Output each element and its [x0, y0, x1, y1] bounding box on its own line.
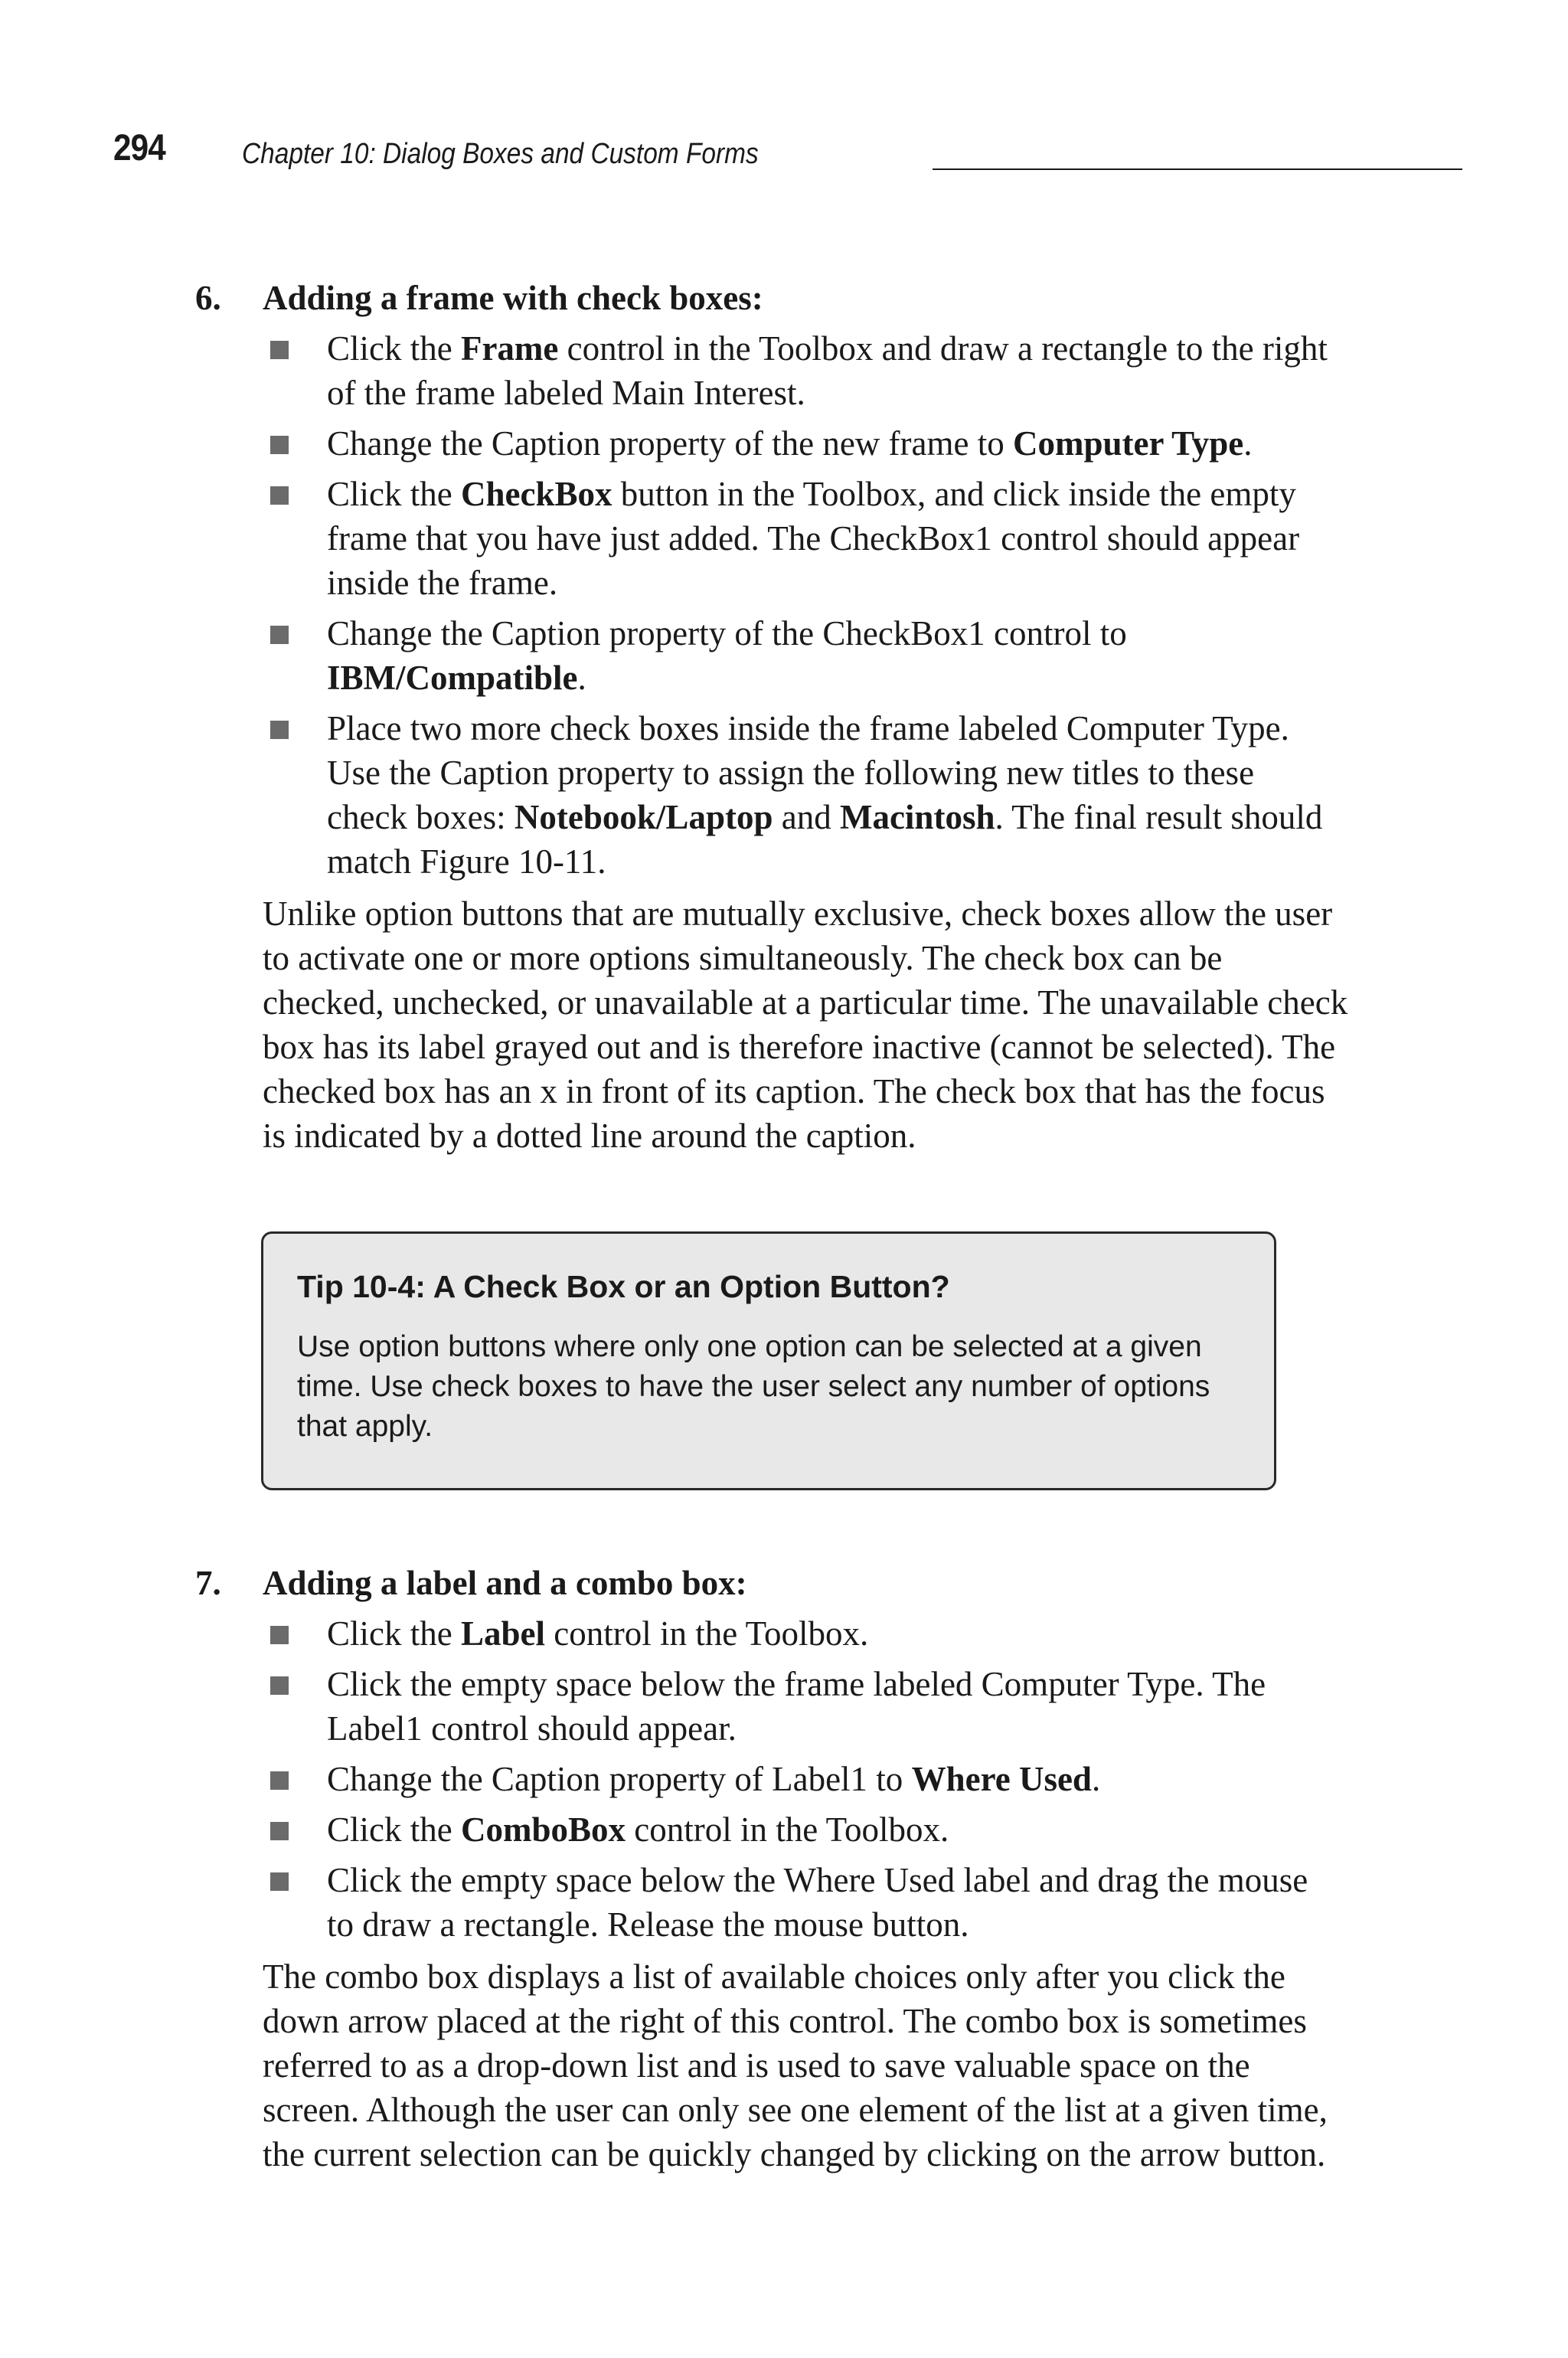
bullet-item [263, 472, 1338, 605]
bullet-list [263, 1611, 1359, 1947]
square-bullet-icon [270, 436, 289, 454]
square-bullet-icon [270, 486, 289, 505]
bold-term: Macintosh [839, 798, 995, 836]
bullet-item [263, 1807, 1338, 1852]
square-bullet-icon [270, 1872, 289, 1891]
bullet-item [263, 421, 1338, 466]
step-title: Adding a frame with check boxes: [263, 279, 763, 317]
step-6 [195, 276, 1359, 1192]
bullet-item [263, 1858, 1338, 1947]
bold-term: Notebook/Laptop [514, 798, 773, 836]
page-number: 294 [113, 128, 165, 168]
step-title: Adding a label and a combo box: [263, 1564, 747, 1602]
bullet-item [263, 611, 1338, 700]
tip-title: Tip 10-4: A Check Box or an Option Button? [297, 1269, 950, 1304]
tip-box [261, 1231, 1276, 1490]
step-heading [195, 276, 1359, 320]
square-bullet-icon [270, 1822, 289, 1840]
bullet-item [263, 706, 1338, 884]
bold-term: ComboBox [460, 1810, 626, 1849]
bold-term: CheckBox [460, 475, 612, 513]
bullet-text: Click the empty space below the frame labeled Computer Type. The Label1 control should appear. [327, 1665, 1266, 1748]
bullet-item [263, 1757, 1338, 1801]
square-bullet-icon [270, 341, 289, 359]
bullet-list [263, 326, 1359, 884]
bullet-text: Place two more check boxes inside the frame labeled Computer Type. Use the Caption property to assign the following new titles to these check boxes: Notebook/Laptop and Macintosh. The final result should match Figure 10-11. [327, 709, 1323, 881]
step-heading [195, 1561, 1359, 1605]
bullet-text: Click the CheckBox button in the Toolbox, and click inside the empty frame that you have just added. The CheckBox1 control should appear inside the frame. [327, 475, 1300, 602]
bullet-item [263, 1611, 1338, 1656]
square-bullet-icon [270, 1626, 289, 1644]
step-number: 6. [195, 279, 221, 317]
bullet-text: Click the Label control in the Toolbox. [327, 1614, 869, 1653]
bold-term: Computer Type [1012, 424, 1244, 463]
body-paragraph: Unlike option buttons that are mutually exclusive, check boxes allow the user to activate one or more options simultaneously. The check box can be checked, unchecked, or unavailable at a particular time. The unavailable check box has its label grayed out and is therefore inactive (cannot be selected). The checked box has an x in front of its caption. The check box that has the focus is indicated by a dotted line around the caption. [263, 894, 1348, 1155]
square-bullet-icon [270, 1771, 289, 1790]
bullet-text: Click the Frame control in the Toolbox and draw a rectangle to the right of the frame labeled Main Interest. [327, 329, 1328, 412]
bold-term: Label [460, 1614, 545, 1653]
square-bullet-icon [270, 721, 289, 739]
bold-term: Frame [460, 329, 559, 368]
bullet-text: Click the empty space below the Where Used label and drag the mouse to draw a rectangle. Release the mouse button. [327, 1861, 1308, 1944]
bullet-text: Change the Caption property of the new frame to Computer Type. [327, 424, 1253, 463]
bullet-text: Change the Caption property of Label1 to Where Used. [327, 1760, 1101, 1798]
bold-term: IBM/Compatible [327, 659, 578, 697]
tip-body: Use option buttons where only one option can be selected at a given time. Use check boxes to have the user select any number of options that apply. [297, 1330, 1210, 1443]
body-paragraph: The combo box displays a list of available choices only after you click the down arrow placed at the right of this control. The combo box is sometimes referred to as a drop-down list and is used to save valuable space on the screen. Although the user can only see one element of the list at a given time, the current selection can be quickly changed by clicking on the arrow button. [263, 1957, 1328, 2173]
bullet-text: Change the Caption property of the CheckBox1 control to IBM/Compatible. [327, 614, 1127, 697]
step-number: 7. [195, 1564, 221, 1602]
square-bullet-icon [270, 626, 289, 644]
bullet-text: Click the ComboBox control in the Toolbox. [327, 1810, 949, 1849]
square-bullet-icon [270, 1676, 289, 1695]
bullet-item [263, 1662, 1338, 1751]
header-rule [933, 168, 1462, 170]
page-header [113, 123, 1354, 176]
running-head: Chapter 10: Dialog Boxes and Custom Forms [242, 138, 759, 170]
bullet-item [263, 326, 1338, 415]
bold-term: Where Used [911, 1760, 1092, 1798]
step-7 [195, 1561, 1359, 2211]
